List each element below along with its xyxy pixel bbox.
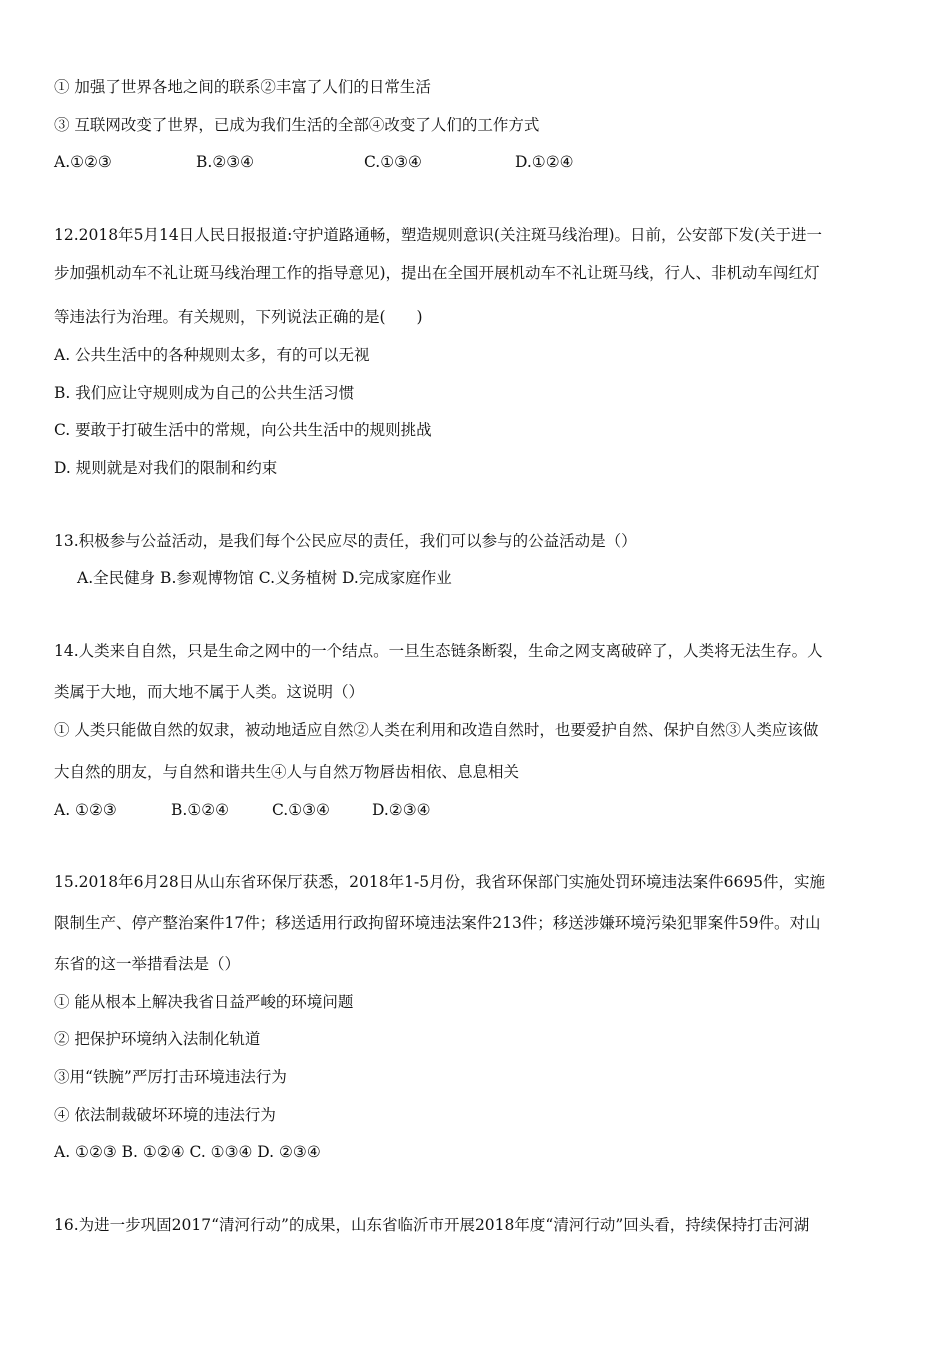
q14-option-a: A. ①②③ xyxy=(54,801,117,819)
q11-statement-line-2: ③ 互联网改变了世界，已成为我们生活的全部④改变了人们的工作方式 xyxy=(54,116,540,134)
q13-options: A.全民健身 B.参观博物馆 C.义务植树 D.完成家庭作业 xyxy=(77,569,452,587)
q15-statement-2: ② 把保护环境纳入法制化轨道 xyxy=(54,1030,261,1048)
q16-stem-line-1: 16.为进一步巩固2017“清河行动”的成果，山东省临沂市开展2018年度“清河行动”回头看，持续保持打击河湖 xyxy=(54,1216,810,1234)
q12-stem-line-3: 等违法行为治理。有关规则，下列说法正确的是( ) xyxy=(54,308,423,326)
q15-statement-1: ① 能从根本上解决我省日益严峻的环境问题 xyxy=(54,993,354,1011)
q11-statement-line-1: ① 加强了世界各地之间的联系②丰富了人们的日常生活 xyxy=(54,78,431,96)
q14-option-b: B.①②④ xyxy=(171,801,230,819)
q12-option-b: B. 我们应让守规则成为自己的公共生活习惯 xyxy=(54,384,355,402)
q12-stem-line-1: 12.2018年5月14日人民日报报道:守护道路通畅，塑造规则意识(关注斑马线治理)。日前，公安部下发(关于进一 xyxy=(54,226,823,244)
q15-stem-line-3: 东省的这一举措看法是（） xyxy=(54,955,241,973)
q12-option-a: A. 公共生活中的各种规则太多，有的可以无视 xyxy=(54,346,370,364)
q14-stem-line-2: 类属于大地，而大地不属于人类。这说明（） xyxy=(54,683,365,701)
q15-stem-line-1: 15.2018年6月28日从山东省环保厅获悉，2018年1-5月份，我省环保部门实施处罚环境违法案件6695件，实施 xyxy=(54,873,826,891)
q15-stem-line-2: 限制生产、停产整治案件17件；移送适用行政拘留环境违法案件213件；移送涉嫌环境污染犯罪案件59件。对山 xyxy=(54,914,821,932)
q11-option-a: A.①②③ xyxy=(54,153,112,171)
q14-stem-line-1: 14.人类来自自然，只是生命之网中的一个结点。一旦生态链条断裂，生命之网支离破碎了，人类将无法生存。人 xyxy=(54,642,823,660)
q15-statement-3: ③用“铁腕”严厉打击环境违法行为 xyxy=(54,1068,287,1086)
q11-option-b: B.②③④ xyxy=(196,153,255,171)
q14-option-d: D.②③④ xyxy=(372,801,431,819)
q13-stem: 13.积极参与公益活动，是我们每个公民应尽的责任，我们可以参与的公益活动是（） xyxy=(54,532,637,550)
q12-stem-line-2: 步加强机动车不礼让斑马线治理工作的指导意见)，提出在全国开展机动车不礼让斑马线，行人、非机动车闯红灯 xyxy=(54,264,820,282)
q15-statement-4: ④ 依法制裁破坏环境的违法行为 xyxy=(54,1106,276,1124)
q14-stem-line-3: ① 人类只能做自然的奴隶，被动地适应自然②人类在利用和改造自然时，也要爱护自然、保护自然③人类应该做 xyxy=(54,721,819,739)
q14-stem-line-4: 大自然的朋友，与自然和谐共生④人与自然万物唇齿相依、息息相关 xyxy=(54,763,520,781)
q12-option-c: C. 要敢于打破生活中的常规，向公共生活中的规则挑战 xyxy=(54,421,432,439)
q14-option-c: C.①③④ xyxy=(272,801,330,819)
q11-option-d: D.①②④ xyxy=(515,153,574,171)
q15-options: A. ①②③ B. ①②④ C. ①③④ D. ②③④ xyxy=(54,1143,321,1161)
q11-option-c: C.①③④ xyxy=(364,153,422,171)
q12-option-d: D. 规则就是对我们的限制和约束 xyxy=(54,459,278,477)
